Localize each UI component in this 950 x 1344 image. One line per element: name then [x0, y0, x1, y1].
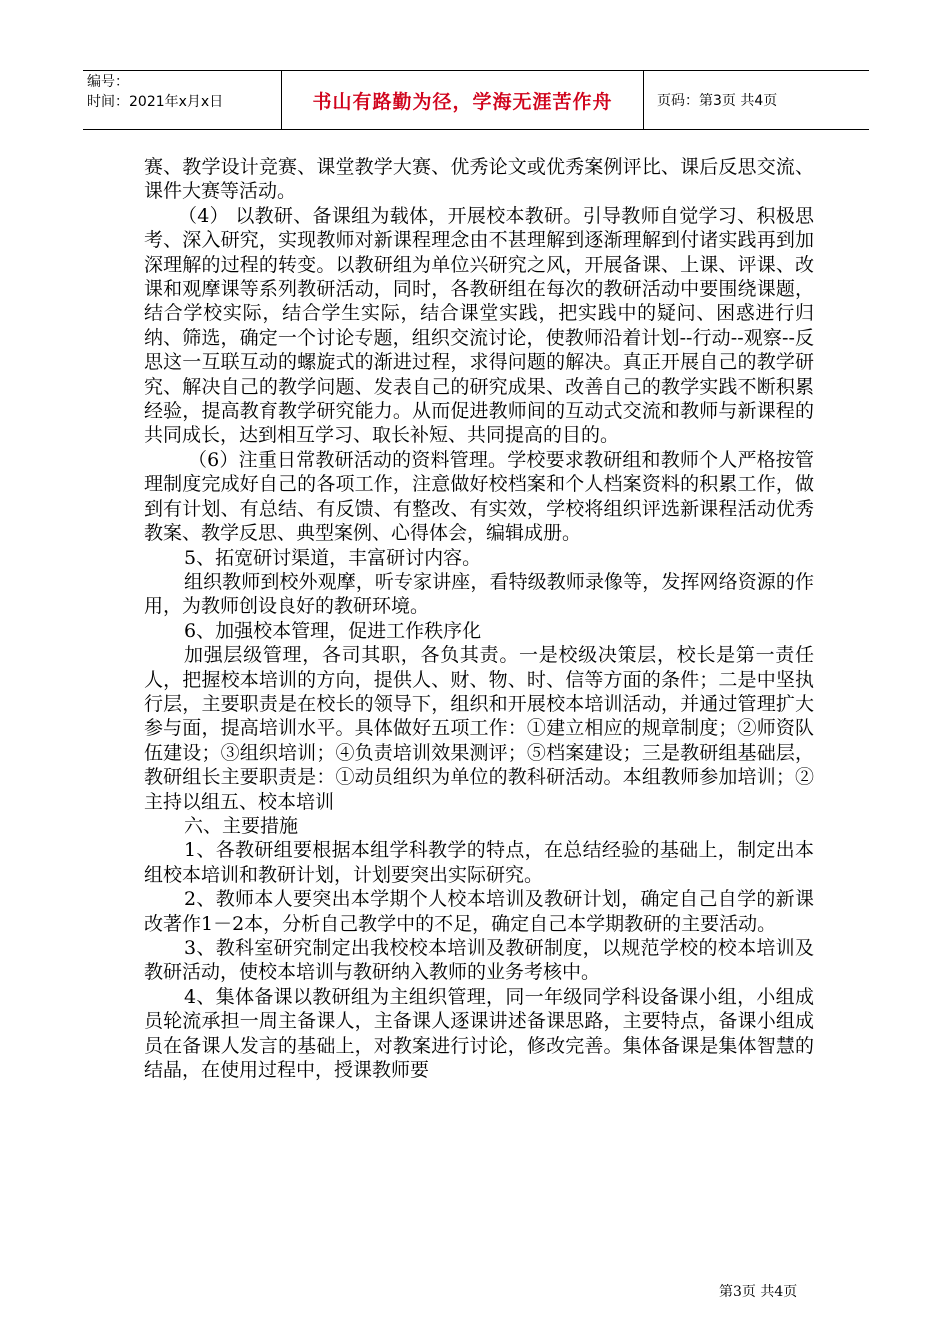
paragraph: 3、教科室研究制定出我校校本培训及教研制度，以规范学校的校本培训及教研活动，使校本培训与教研纳入教师的业务考核中。 — [144, 937, 814, 984]
header-number: 编号： — [87, 74, 129, 90]
paragraph: 组织教师到校外观摩，听专家讲座，看特级教师录像等，发挥网络资源的作用，为教师创设良好的教研环境。 — [144, 570, 814, 618]
paragraph: （6）注重日常教研活动的资料管理。学校要求教研组和教师个人严格按管理制度完成好自己的各项工作，注意做好校档案和个人档案资料的积累工作，做到有计划、有总结、有反馈、有整改、有实效，学校将组织评选新课程活动优秀教案、教学反思、典型案例、心得体会，编辑成册。 — [144, 448, 814, 545]
document-header — [83, 70, 869, 130]
paragraph: 6、加强校本管理，促进工作秩序化 — [184, 619, 482, 642]
paragraph: 5、拓宽研讨渠道，丰富研讨内容。 — [184, 546, 482, 569]
paragraph: 4、集体备课以教研组为主组织管理，同一年级同学科设备课小组，小组成员轮流承担一周主备课人，主备课人逐课讲述备课思路，主要特点，备课小组成员在备课人发言的基础上，对教案进行讨论，修改完善。集体备课是集体智慧的结晶，在使用过程中，授课教师要 — [144, 985, 814, 1082]
header-motto: 书山有路勤为径，学海无涯苦作舟 — [282, 71, 644, 129]
paragraph: 2、教师本人要突出本学期个人校本培训及教研计划，确定自己自学的新课改著作1－2本，分析自己教学中的不足，确定自己本学期教研的主要活动。 — [144, 888, 814, 935]
paragraph: 1、各教研组要根据本组学科教学的特点，在总结经验的基础上，制定出本组校本培训和教研计划，计划要突出实际研究。 — [144, 839, 814, 886]
paragraph: 加强层级管理，各司其职，各负其责。一是校级决策层，校长是第一责任人，把握校本培训的方向，提供人、财、物、时、信等方面的条件；二是中坚执行层，主要职责是在校长的领导下，组织和开展校本培训活动，并通过管理扩大参与面，提高培训水平。具体做好五项工作：①建立相应的规章制度；②师资队伍建设；③组织培训；④负责培训效果测评；⑤档案建设；三是教研组基础层，教研组长主要职责是：①动员组织为单位的教科研活动。本组教师参加培训；②主持以组五、校本培训 — [144, 644, 814, 813]
section-heading: 六、主要措施 — [184, 814, 299, 837]
header-time: 时间：2021年x月x日 — [87, 94, 224, 110]
paragraph: 赛、教学设计竞赛、课堂教学大赛、优秀论文或优秀案例评比、课后反思交流、课件大赛等活动。 — [144, 156, 814, 203]
header-page-code: 页码：第3页 共4页 — [657, 93, 778, 109]
paragraph: （4） 以教研、备课组为载体，开展校本教研。引导教师自觉学习、积极思考、深入研究，实现教师对新课程理念由不甚理解到逐渐理解到付诸实践再到加深理解的过程的转变。以教研组为单位兴研究之风，开展备课、上课、评课、改课和观摩课等系列教研活动，同时，各教研组在每次的教研活动中要围绕课题，结合学校实际，结合学生实际，结合课堂实践，把实践中的疑问、困惑进行归纳、筛选，确定一个讨论专题，组织交流讨论，使教师沿着计划--行动--观察--反思这一互联互动的螺旋式的渐进过程，求得问题的解决。真正开展自己的教学研究、解决自己的教学问题、发表自己的研究成果、改善自己的教学实践不断积累经验，提高教育教学研究能力。从而促进教师间的互动式交流和教师与新课程的共同成长，达到相互学习、取长补短、共同提高的目的。 — [144, 204, 814, 447]
header-meta — [83, 71, 282, 129]
page-footer: 第3页 共4页 — [719, 1284, 798, 1300]
document-body — [144, 155, 814, 1082]
